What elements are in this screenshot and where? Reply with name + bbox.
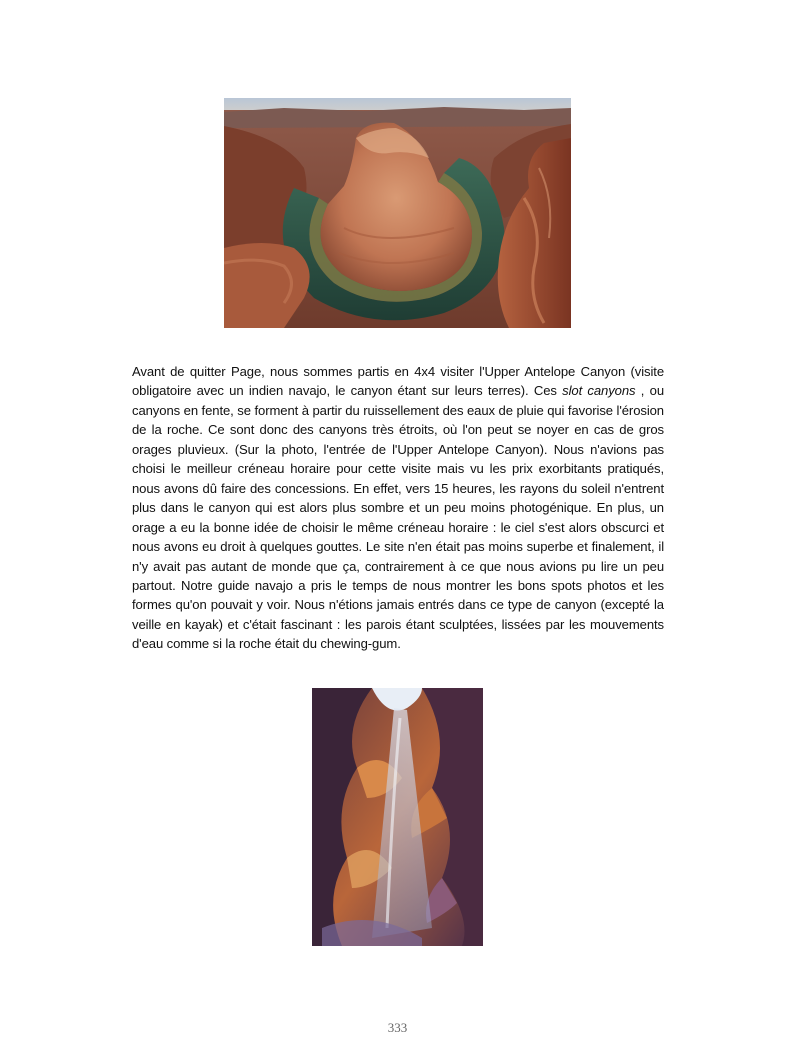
antelope-canyon-photo xyxy=(312,688,483,946)
horseshoe-bend-image xyxy=(224,98,571,328)
paragraph-part-2: , ou canyons en fente, se forment à partir du ruissellement des eaux de pluie qui favorise l'érosion de la roche. Ce sont donc des canyons très étroits, où l'on peut se noyer en cas de gros orages pluvieux. (Sur la photo, l'entrée de l'Upper Antelope Canyon). Nous n'avions pas choisi le meilleur créneau horaire pour cette visite mais vu les prix exorbitants pratiqués, nous avons dû faire des concessions. En effet, vers 15 heures, les rayons du soleil n'entrent plus dans le canyon qui est alors plus sombre et un peu moins photogénique. En plus, un orage a eu la bonne idée de choisir le même créneau horaire : le ciel s'est alors obscurci et nous avons eu droit à quelques gouttes. Le site n'en était pas moins superbe et finalement, il n'y avait pas autant de monde que ça, contrairement à ce que nous avions pu lire un peu partout. Notre guide navajo a pris le temps de nous montrer les bons spots photos et les formes qu'on pouvait y voir. Nous n'étions jamais entrés dans ce type de canyon (excepté la veille en kayak) et c'était fascinant : les parois étant sculptées, lissées par les mouvements d'eau comme si la roche était du chewing-gum. xyxy=(132,383,664,652)
page-number: 333 xyxy=(387,1020,408,1035)
body-paragraph xyxy=(132,362,664,654)
paragraph-italic-term: slot canyons xyxy=(562,383,636,399)
paragraph-part-1: Avant de quitter Page, nous sommes partis en 4x4 visiter l'Upper Antelope Canyon (visite obligatoire avec un indien navajo, le canyon étant sur leurs terres). Ces xyxy=(132,364,664,399)
horseshoe-bend-photo xyxy=(224,98,571,328)
antelope-canyon-image xyxy=(312,688,483,946)
